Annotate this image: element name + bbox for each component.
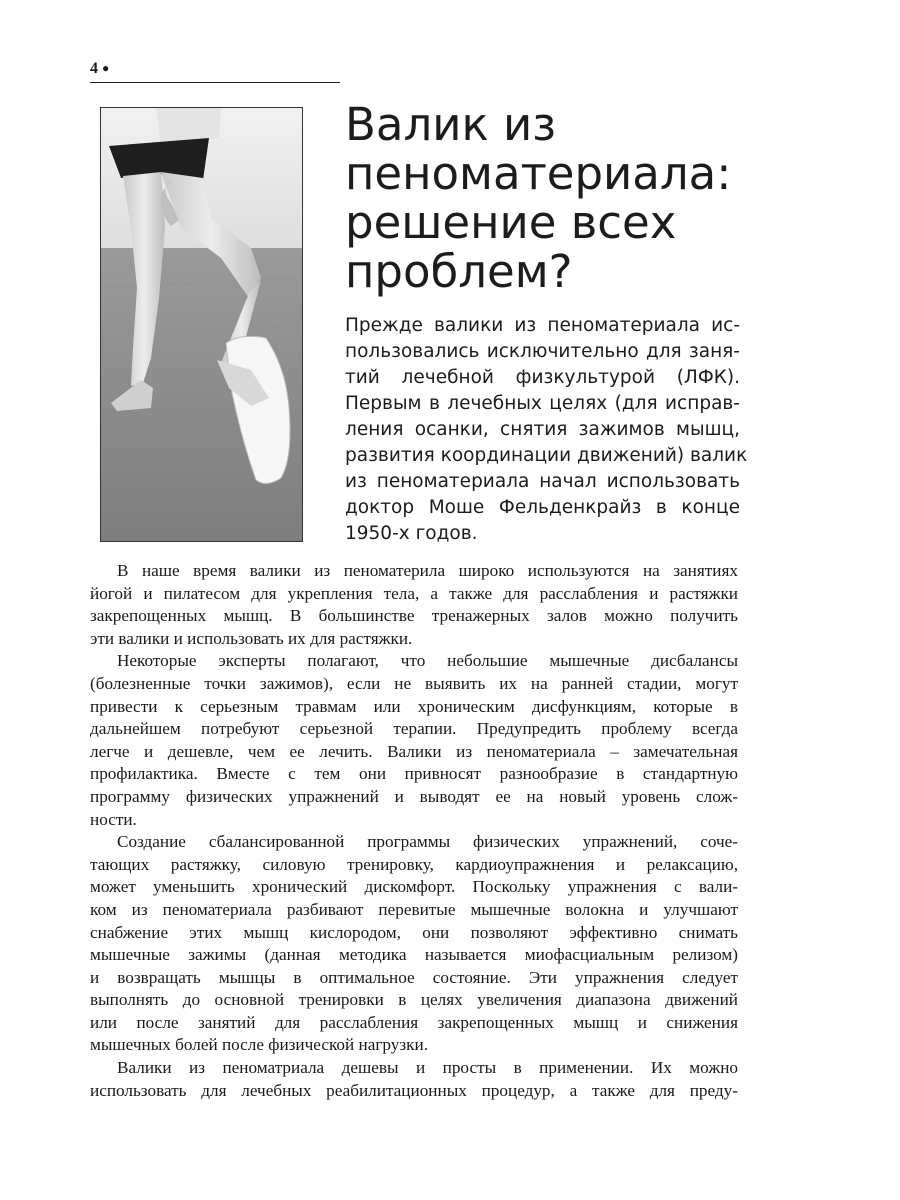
body-text <box>90 560 738 1102</box>
body-line: использовать для лечебных реабилитационных процедур, а также для преду- <box>90 1080 738 1100</box>
lead-line: Первым в лечебных целях (для исправ- <box>345 393 740 414</box>
body-line: или после занятий для расслабления закрепощенных мышц и снижения <box>90 1012 738 1032</box>
title-line: Валик из <box>345 98 557 151</box>
lead-line: развития координации движений) валик <box>345 445 748 466</box>
body-line: привести к серьезным травмам или хроническим дисфункциям, которые в <box>90 696 738 716</box>
body-line: Создание сбалансированной программы физических упражнений, соче- <box>117 832 738 852</box>
lead-line: из пеноматериала начал использовать <box>345 471 740 492</box>
body-line: профилактика. Вместе с тем они привносят разнообразие в стандартную <box>90 764 738 784</box>
title-line: решение всех <box>345 196 677 249</box>
body-line: Некоторые эксперты полагают, что небольшие мышечные дисбалансы <box>117 651 738 671</box>
body-line: закрепощенных мышц. В большинстве тренажерных залов можно получить <box>90 606 738 626</box>
lead-line: 1950-х годов. <box>345 523 478 544</box>
body-line: и возвращать мышцы в оптимальное состояние. Эти упражнения следует <box>90 967 738 987</box>
lead-line: тий лечебной физкультурой (ЛФК). <box>345 367 740 388</box>
body-line: мышечные зажимы (данная методика называется миофасциальным релизом) <box>90 945 738 965</box>
photo-foam-roller-exercise <box>100 107 303 542</box>
body-line: дальнейшем потребуют серьезной терапии. Предупредить проблему всегда <box>90 719 738 739</box>
body-line: Валики из пеноматриала дешевы и просты в применении. Их можно <box>117 1058 738 1078</box>
page-number: 4 ● <box>90 60 110 77</box>
lead-line: доктор Моше Фельденкрайз в конце <box>345 497 740 518</box>
body-line: снабжение этих мышц кислородом, они позволяют эффективно снимать <box>90 922 738 942</box>
body-line: может уменьшить хронический дискомфорт. Поскольку упражнения с вали- <box>90 877 738 897</box>
title-line: проблем? <box>345 245 573 298</box>
body-line: В наше время валики из пеноматерила широко используются на занятиях <box>117 561 738 580</box>
body-line: мышечных болей после физической нагрузки. <box>90 1035 428 1055</box>
body-line: легче и дешевле, чем ее лечить. Валики из пеноматериала – замечательная <box>90 741 738 761</box>
lead-line: Прежде валики из пеноматериала ис- <box>345 315 740 336</box>
lead-line: пользовались исключительно для заня- <box>345 341 740 362</box>
body-line: ности. <box>90 809 137 829</box>
body-line: ком из пеноматериала разбивают перевитые мышечные волокна и улучшают <box>90 899 738 919</box>
body-line: выполнять до основной тренировки в целях увеличения диапазона движений <box>90 990 738 1010</box>
body-line: тающих растяжку, силовую тренировку, кардиоупражнения и релаксацию, <box>90 854 738 874</box>
lead-paragraph <box>345 313 748 547</box>
header-rule <box>90 82 340 83</box>
title-line: пеноматериала: <box>345 147 732 200</box>
lead-line: ления осанки, снятия зажимов мышц, <box>345 419 740 440</box>
body-line: йогой и пилатесом для укрепления тела, а также для расслабления и растяжки <box>90 583 738 603</box>
chapter-title <box>345 100 815 296</box>
body-line: эти валики и использовать их для растяжки. <box>90 628 413 648</box>
body-line: программу физических упражнений и выводят ее на новый уровень слож- <box>90 786 738 806</box>
body-line: (болезненные точки зажимов), если не выявить их на ранней стадии, могут <box>90 673 738 693</box>
